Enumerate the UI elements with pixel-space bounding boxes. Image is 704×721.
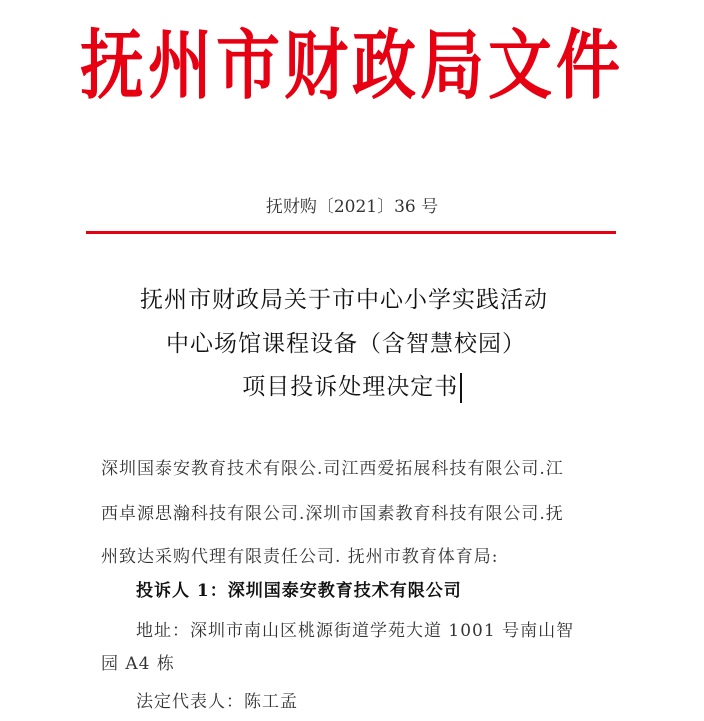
document-red-header-title: 抚州市财政局文件	[80, 22, 624, 111]
document-number: 抚财购〔2021〕36 号	[265, 197, 439, 217]
addressees-line-1: 深圳国泰安教育技术有限公.司江西爱拓展科技有限公司.江	[101, 459, 564, 479]
addressees-line-3: 州致达采购代理有限责任公司. 抚州市教育体育局:	[101, 547, 499, 567]
decision-title-line-2: 中心场馆课程设备（含智慧校园）	[166, 331, 526, 357]
decision-title-line-1: 抚州市财政局关于市中心小学实践活动	[140, 287, 548, 313]
complainant-address-line-1: 地址：深圳市南山区桃源街道学苑大道 1001 号南山智	[136, 621, 575, 641]
text-cursor	[460, 373, 462, 403]
addressees-line-2: 西卓源思瀚科技有限公司.深圳市国素教育科技有限公司.抚	[101, 504, 564, 524]
red-header-rule	[86, 231, 616, 234]
decision-title-line-3-wrapper	[0, 372, 704, 403]
complainant-1-label: 投诉人 1：深圳国泰安教育技术有限公司	[136, 581, 462, 601]
complainant-address-line-2: 园 A4 栋	[101, 654, 175, 674]
complainant-legal-representative: 法定代表人：陈工孟	[136, 692, 298, 712]
decision-title-line-3: 项目投诉处理决定书	[242, 374, 459, 400]
